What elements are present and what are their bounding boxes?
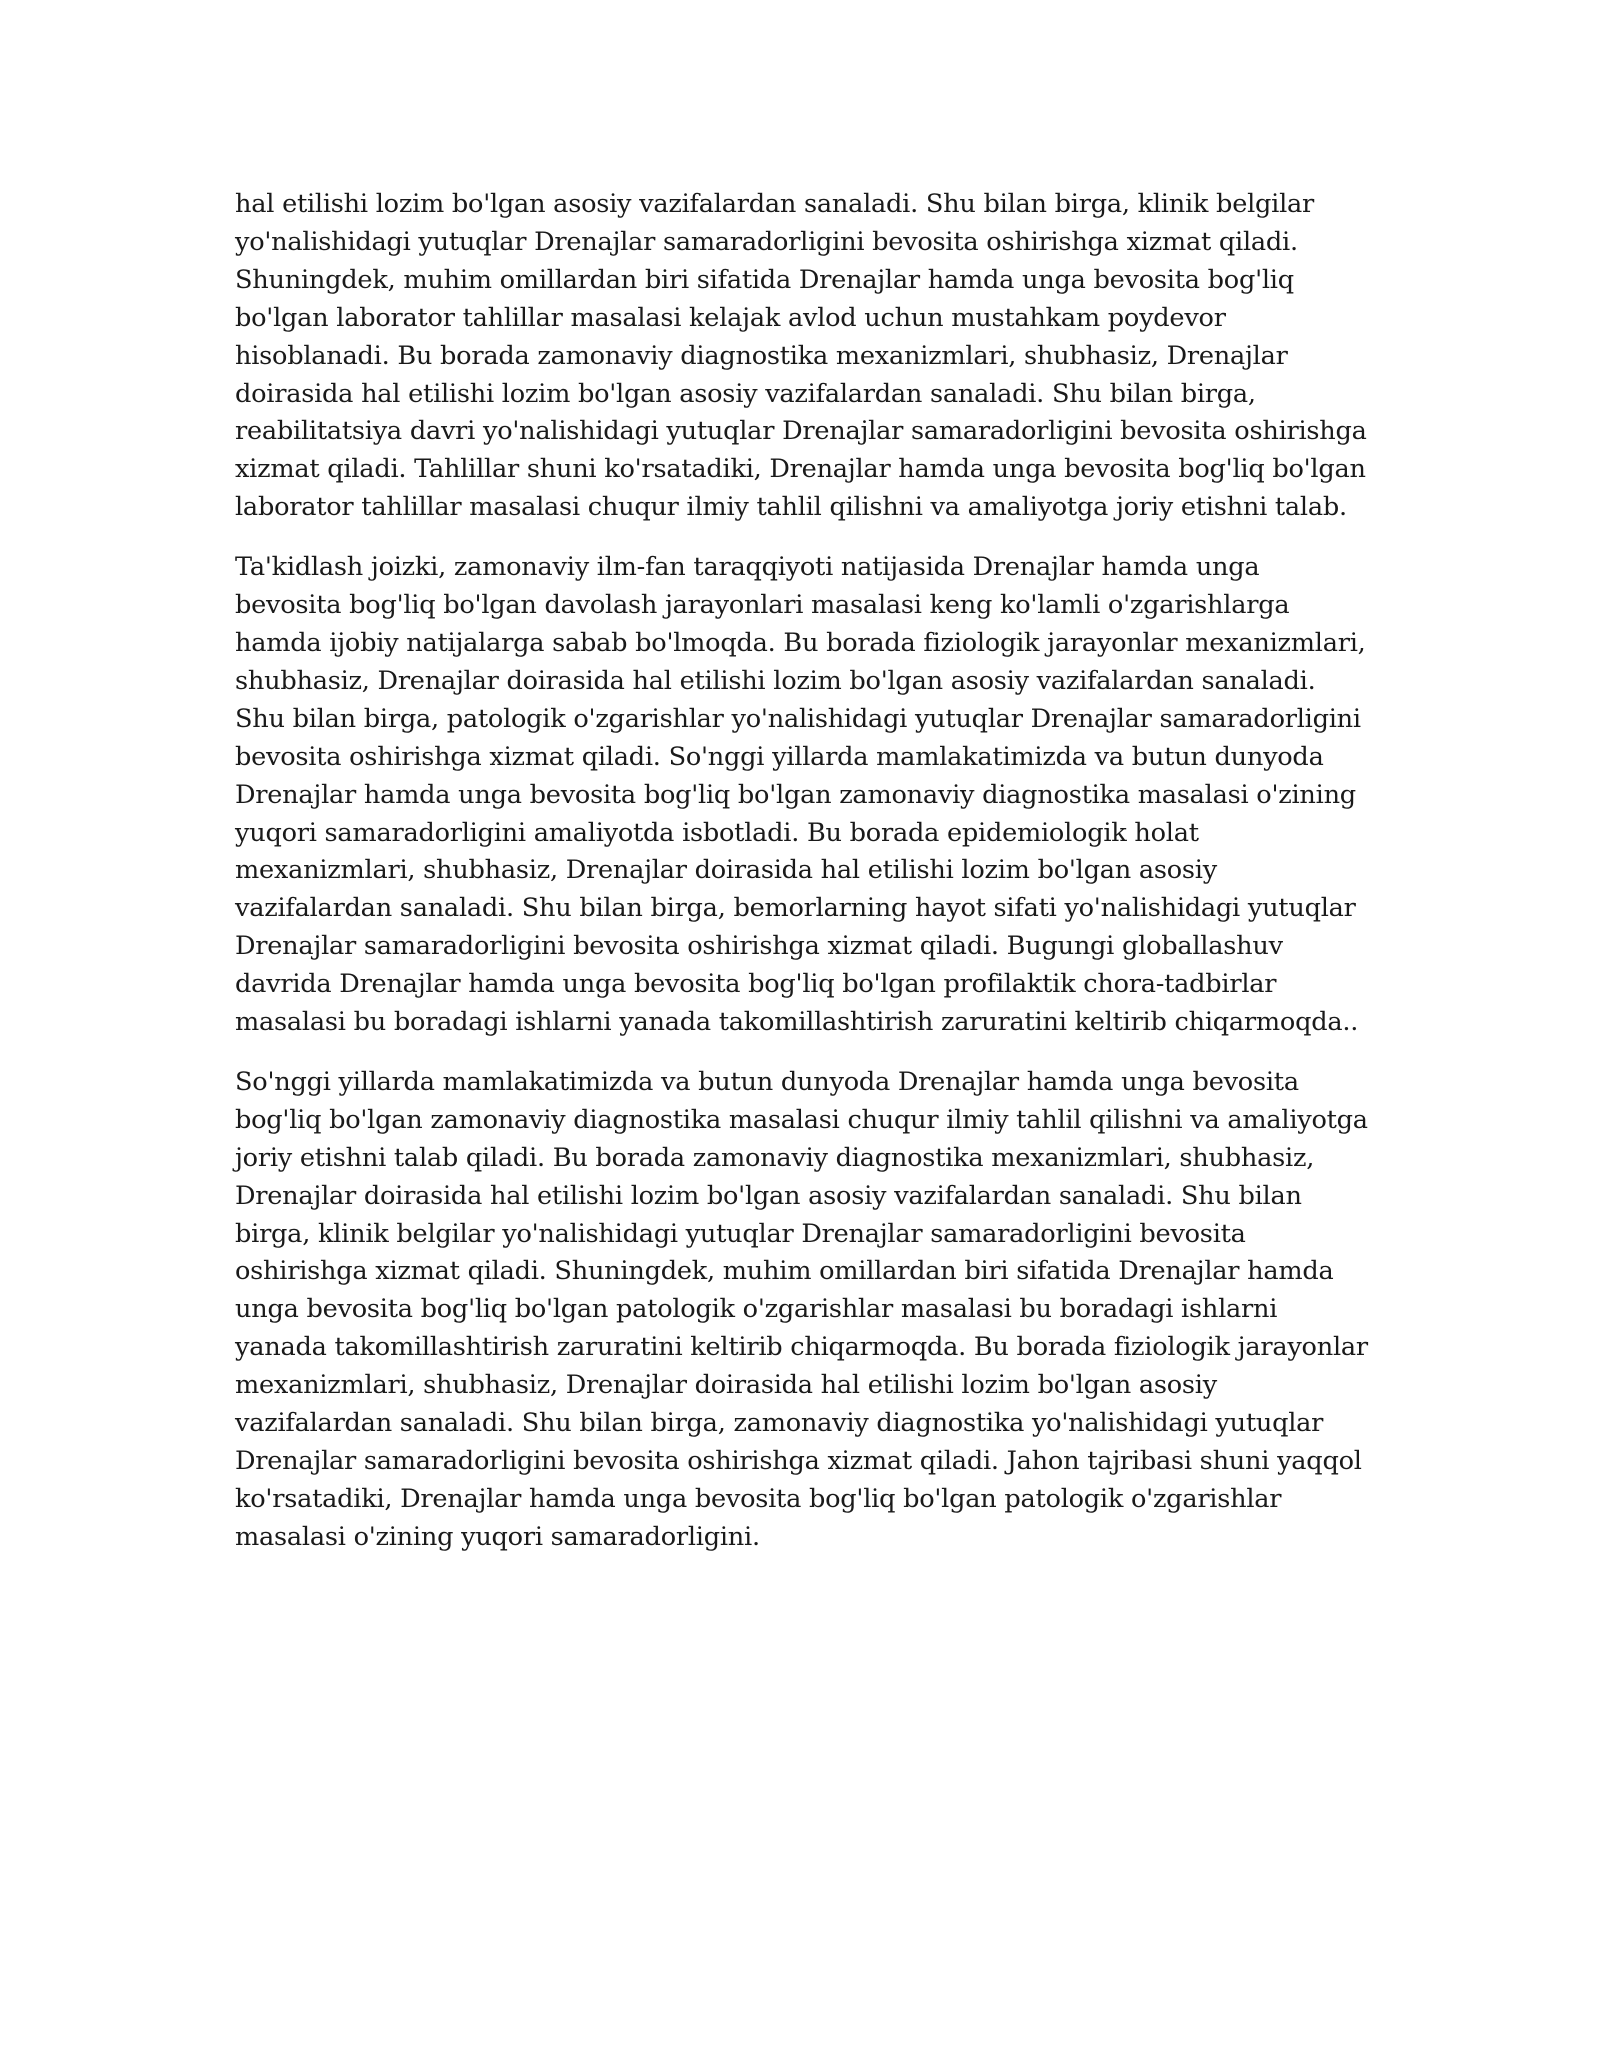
paragraph-3: So'nggi yillarda mamlakatimizda va butun dunyoda Drenajlar hamda unga bevosita bog'liq bo'lgan zamonaviy diagnostika masalasi chuqur ilmiy tahlil qilishni va amaliyotga joriy etishni talab qiladi. Bu borada zamonaviy diagnostika mexanizmlari, shubhasiz, Drenajlar doirasida hal etilishi lozim bo'lgan asosiy vazifalardan sanaladi. Shu bilan birga, klinik belgilar yo'nalishidagi yutuqlar Drenajlar samaradorligini bevosita oshirishga xizmat qiladi. Shuningdek, muhim omillardan biri sifatida Drenajlar hamda unga bevosita bog'liq bo'lgan patologik o'zgarishlar masalasi bu boradagi ishlarni yanada takomillashtirish zaruratini keltirib chiqarmoqda. Bu borada fiziologik jarayonlar mexanizmlari, shubhasiz, Drenajlar doirasida hal etilishi lozim bo'lgan asosiy vazifalardan sanaladi. Shu bilan birga, zamonaviy diagnostika yo'nalishidagi yutuqlar Drenajlar samaradorligini bevosita oshirishga xizmat qiladi. Jahon tajribasi shuni yaqqol ko'rsatadiki, Drenajlar hamda unga bevosita bog'liq bo'lgan patologik o'zgarishlar masalasi o'zining yuqori samaradorligini.	[235, 1066, 1368, 1552]
paragraph-1: hal etilishi lozim bo'lgan asosiy vazifalardan sanaladi. Shu bilan birga, klinik belgilar yo'nalishidagi yutuqlar Drenajlar samaradorligini bevosita oshirishga xizmat qiladi. Shuningdek, muhim omillardan biri sifatida Drenajlar hamda unga bevosita bog'liq bo'lgan laborator tahlillar masalasi kelajak avlod uchun mustahkam poydevor hisoblanadi. Bu borada zamonaviy diagnostika mexanizmlari, shubhasiz, Drenajlar doirasida hal etilishi lozim bo'lgan asosiy vazifalardan sanaladi. Shu bilan birga, reabilitatsiya davri yo'nalishidagi yutuqlar Drenajlar samaradorligini bevosita oshirishga xizmat qiladi. Tahlillar shuni ko'rsatadiki, Drenajlar hamda unga bevosita bog'liq bo'lgan laborator tahlillar masalasi chuqur ilmiy tahlil qilishni va amaliyotga joriy etishni talab.	[235, 189, 1367, 523]
paragraph-2: Ta'kidlash joizki, zamonaviy ilm-fan taraqqiyoti natijasida Drenajlar hamda unga bevosita bog'liq bo'lgan davolash jarayonlari masalasi keng ko'lamli o'zgarishlarga hamda ijobiy natijalarga sabab bo'lmoqda. Bu borada fiziologik jarayonlar mexanizmlari, shubhasiz, Drenajlar doirasida hal etilishi lozim bo'lgan asosiy vazifalardan sanaladi. Shu bilan birga, patologik o'zgarishlar yo'nalishidagi yutuqlar Drenajlar samaradorligini bevosita oshirishga xizmat qiladi. So'nggi yillarda mamlakatimizda va butun dunyoda Drenajlar hamda unga bevosita bog'liq bo'lgan zamonaviy diagnostika masalasi o'zining yuqori samaradorligini amaliyotda isbotladi. Bu borada epidemiologik holat mexanizmlari, shubhasiz, Drenajlar doirasida hal etilishi lozim bo'lgan asosiy vazifalardan sanaladi. Shu bilan birga, bemorlarning hayot sifati yo'nalishidagi yutuqlar Drenajlar samaradorligini bevosita oshirishga xizmat qiladi. Bugungi globallashuv davrida Drenajlar hamda unga bevosita bog'liq bo'lgan profilaktik chora-tadbirlar masalasi bu boradagi ishlarni yanada takomillashtirish zaruratini keltirib chiqarmoqda..	[235, 552, 1366, 1038]
document-body	[235, 186, 1370, 1579]
